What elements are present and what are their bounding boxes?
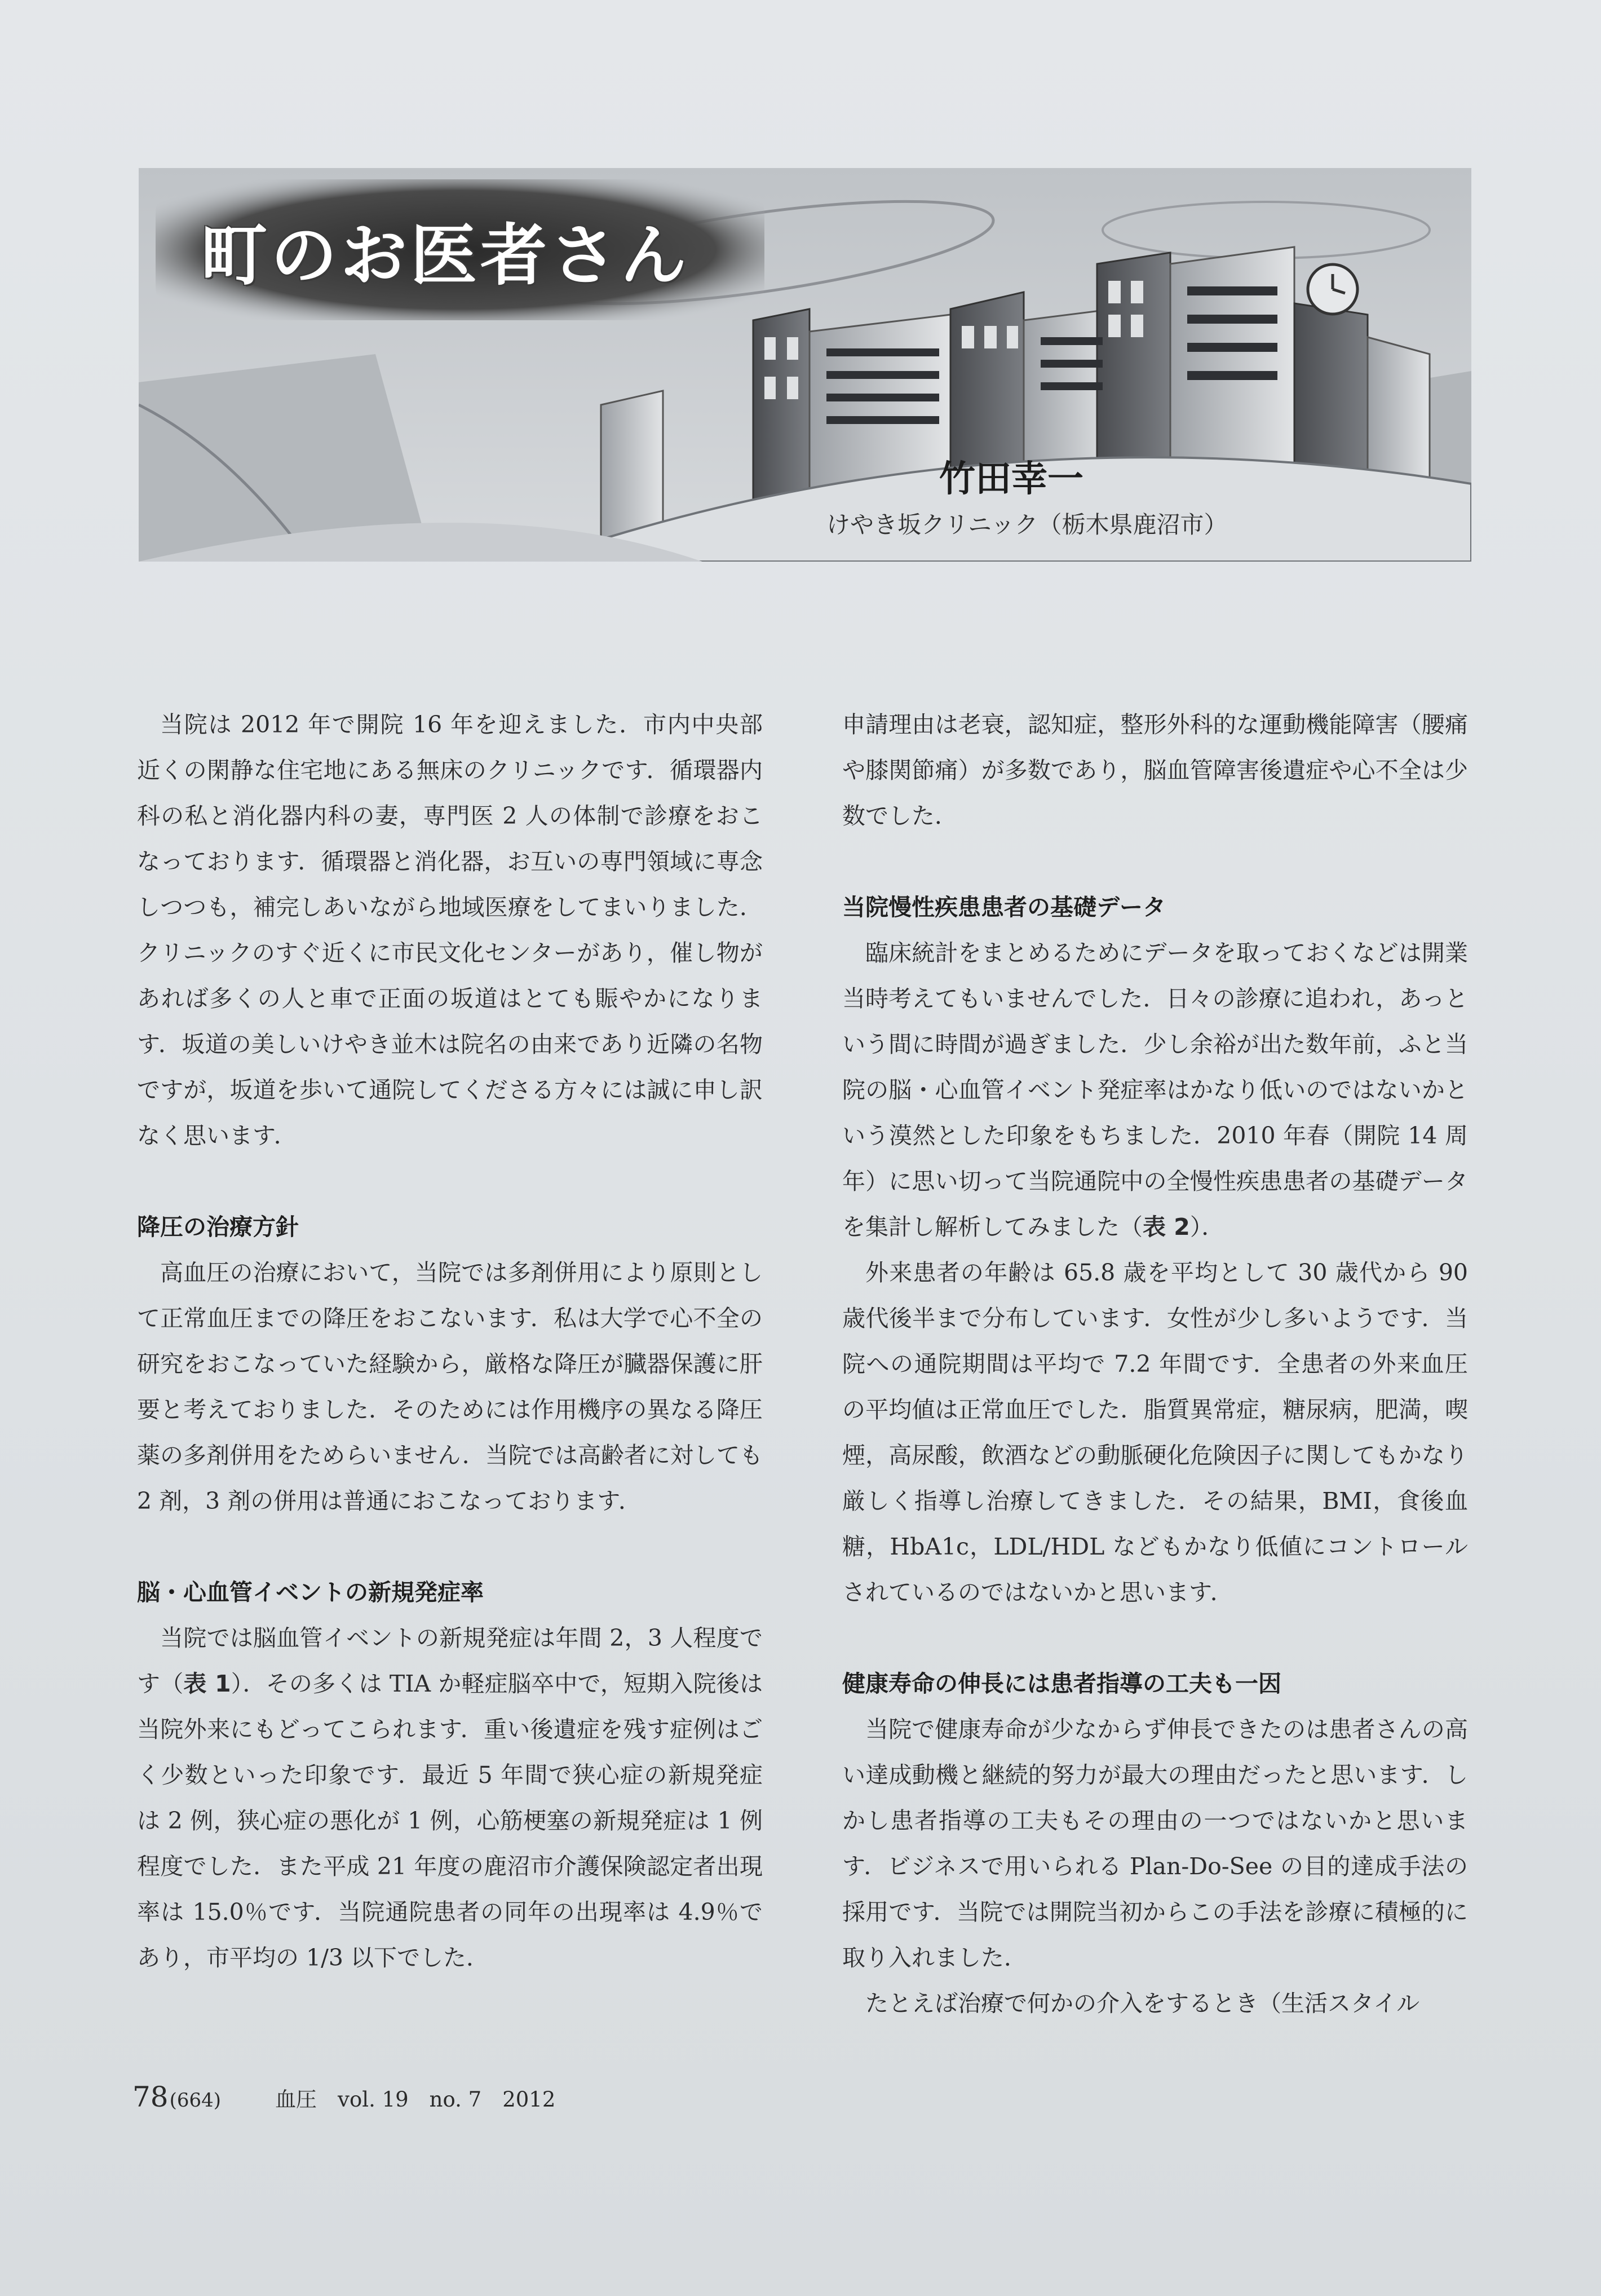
section-heading-healthy-life: 健康寿命の伸長には患者指導の工夫も一因 xyxy=(842,1670,1281,1697)
column-banner xyxy=(139,168,1471,562)
healthy-life-paragraph-1: 当院で健康寿命が少なからず伸長できたのは患者さんの高い達成動機と継続的努力が最大の理由だったと思います．しかし患者指導の工夫もその理由の一つではないかと思います．ビジネスで用いられる Plan-Do-See の目的達成手法の採用です．当院では開院当初からこの手法を診療に積極的に取り入れました． xyxy=(842,1716,1468,1971)
event-incidence-paragraph xyxy=(137,1615,763,1981)
table-1-reference: 表 1 xyxy=(183,1670,231,1697)
text-run: ）．その多くは TIA か軽症脳卒中で，短期入院後は当院外来にもどってこられます．重い後遺症を残す症例はごく少数といった印象です．最近 5 年間で狭心症の新規発症は 2 例，狭心症の悪化が 1 例，心筋梗塞の新規発症は 1 例程度でした．また平成 21 年度の鹿沼市介護保険認定者出現率は 15.0％です．当院通院患者の同年の出現率は 4.9％であり，市平均の 1/3 以下でした． xyxy=(137,1670,763,1971)
section-heading-event-incidence: 脳・心血管イベントの新規発症率 xyxy=(137,1579,484,1606)
column-title: 町のお医者さん xyxy=(201,216,691,294)
text-run: ）． xyxy=(1189,1213,1225,1240)
page-footer xyxy=(132,2081,555,2113)
page-number: 78 xyxy=(132,2081,169,2113)
left-column xyxy=(137,702,763,1981)
baseline-data-paragraph-1 xyxy=(842,930,1468,1250)
treatment-policy-paragraph: 高血圧の治療において，当院では多剤併用により原則として正常血圧までの降圧をおこないます．私は大学で心不全の研究をおこなっていた経験から，厳格な降圧が臓器保護に肝要と考えておりました．そのためには作用機序の異なる降圧薬の多剤併用をためらいません．当院では高齢者に対しても 2 剤，3 剤の併用は普通におこなっております． xyxy=(137,1259,763,1515)
spacer xyxy=(842,1615,1468,1661)
text-run: 臨床統計をまとめるためにデータを取っておくなどは開業当時考えてもいませんでした．日々の診療に追われ，あっという間に時間が過ぎました．少し余裕が出た数年前，ふと当院の脳・心血管イベント発症率はかなり低いのではないかという漠然とした印象をもちました．2010 年春（開院 14 周年）に思い切って当院通院中の全慢性疾患患者の基礎データを集計し解析してみました（ xyxy=(842,939,1468,1240)
text-run: 当院では脳血管イベントの新規発症は年間 2，3 人程度です（ xyxy=(137,1624,763,1697)
table-2-reference: 表 2 xyxy=(1143,1213,1190,1240)
spacer xyxy=(137,1159,763,1204)
section-heading-treatment-policy: 降圧の治療方針 xyxy=(137,1213,299,1240)
author-name: 竹田幸一 xyxy=(939,458,1083,500)
page-number-total: (664) xyxy=(169,2089,222,2112)
journal-citation: 血圧 vol. 19 no. 7 2012 xyxy=(275,2087,556,2112)
author-affiliation: けやき坂クリニック（栃木県鹿沼市） xyxy=(826,511,1228,538)
spacer xyxy=(137,1524,763,1570)
section-heading-baseline-data: 当院慢性疾患患者の基礎データ xyxy=(842,894,1166,921)
intro-paragraph: 当院は 2012 年で開院 16 年を迎えました．市内中央部近くの閑静な住宅地にある無床のクリニックです．循環器内科の私と消化器内科の妻，専門医 2 人の体制で診療をおこなっております．循環器と消化器，お互いの専門領域に専念しつつも，補完しあいながら地域医療をしてまいりました．クリニックのすぐ近くに市民文化センターがあり，催し物があれば多くの人と車で正面の坂道はとても賑やかになります．坂道の美しいけやき並木は院名の由来であり近隣の名物ですが，坂道を歩いて通院してくださる方々には誠に申し訳なく思います． xyxy=(137,711,763,1149)
healthy-life-paragraph-2: たとえば治療で何かの介入をするとき（生活スタイル xyxy=(865,1990,1420,2017)
spacer xyxy=(842,839,1468,885)
right-column xyxy=(842,702,1468,2026)
baseline-data-paragraph-2: 外来患者の年齢は 65.8 歳を平均として 30 歳代から 90 歳代後半まで分布しています．女性が少し多いようです．当院への通院期間は平均で 7.2 年間です．全患者の外来血圧の平均値は正常血圧でした．脂質異常症，糖尿病，肥満，喫煙，高尿酸，飲酒などの動脈硬化危険因子に関してもかなり厳しく指導し治療してきました．その結果，BMI，食後血糖，HbA1c，LDL/HDL などもかなり低値にコントロールされているのではないかと思います． xyxy=(842,1259,1468,1606)
continuation-paragraph: 申請理由は老衰，認知症，整形外科的な運動機能障害（腰痛や膝関節痛）が多数であり，脳血管障害後遺症や心不全は少数でした． xyxy=(842,711,1468,829)
